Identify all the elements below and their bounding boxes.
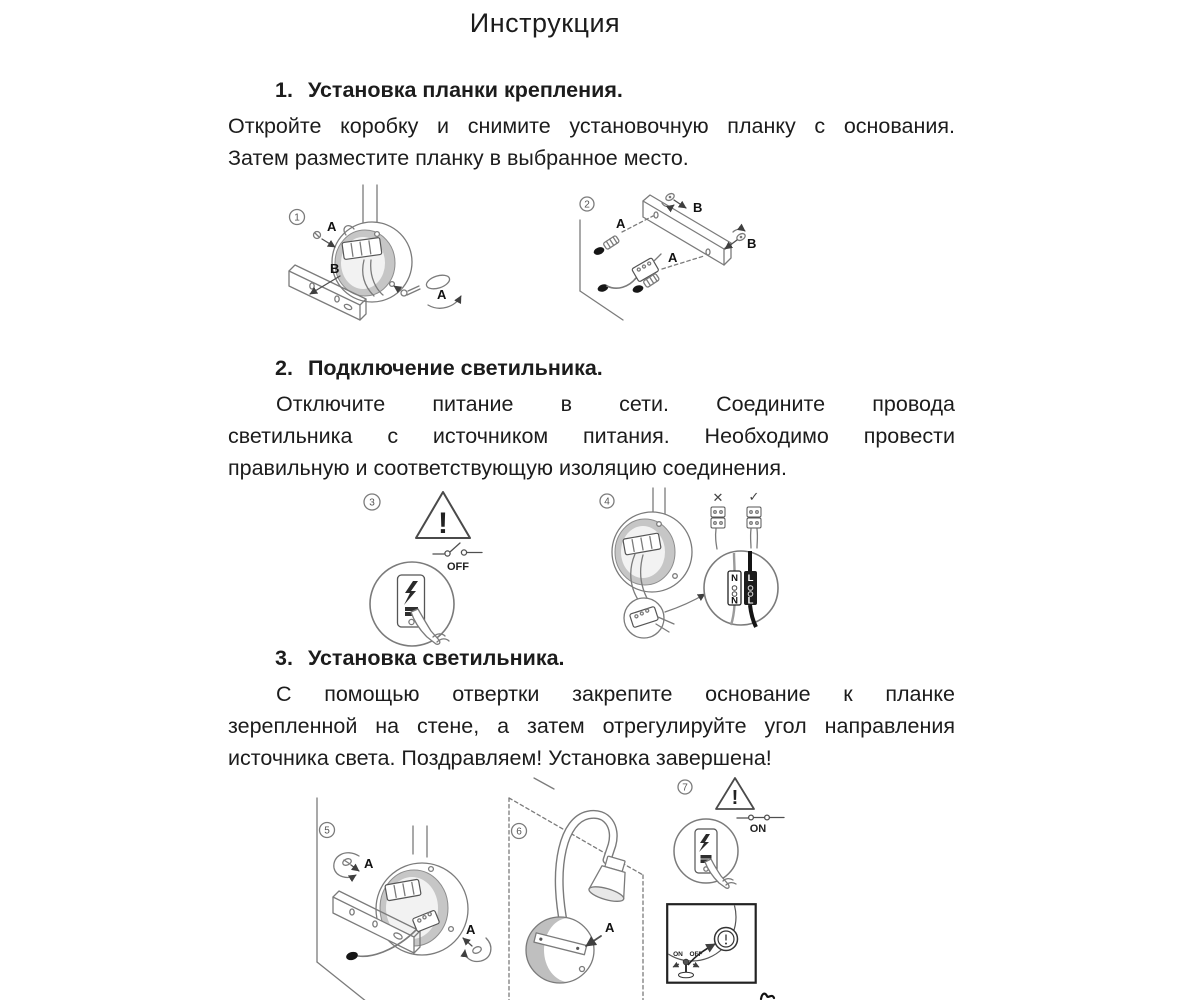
section-title: Установка планки крепления. (307, 78, 623, 102)
lamp-base-front (526, 917, 594, 983)
figure-number-badge (364, 494, 380, 510)
lamp-base-illustration (332, 185, 412, 302)
section-1-paragraph (228, 110, 955, 174)
section-2-paragraph (228, 388, 955, 484)
off-label: OFF (689, 951, 703, 958)
on-label: ON (673, 951, 683, 958)
figure-number-badge (678, 780, 692, 794)
figure-2-fix-bracket-diagram (573, 190, 758, 327)
terminal-closeup-magnified (704, 551, 778, 627)
figure-4-wiring-diagram (595, 485, 785, 647)
light-switch-closeup (674, 819, 738, 888)
lamp-base-illustration (612, 488, 692, 605)
label-b: B (693, 200, 703, 215)
section-title: Установка светильника. (307, 646, 565, 670)
light-switch-closeup (370, 562, 454, 646)
figure-1-remove-plate-diagram (280, 183, 470, 330)
label-a: A (668, 250, 678, 265)
paragraph-line: С помощью отвертки закрепите основание к планке (276, 682, 955, 706)
exclamation-mark: ! (438, 507, 448, 540)
label-a: A (437, 287, 447, 302)
switch-state-label: ON (749, 823, 767, 835)
section-2-heading (275, 356, 603, 381)
figure-5-attach-base-diagram (300, 778, 500, 1000)
page-bottom-cropped-mark (760, 991, 776, 1000)
step-number: 2 (584, 199, 590, 211)
section-number: 3. (275, 646, 293, 670)
screw-a-left-icon (334, 853, 374, 878)
paragraph-line: Отключите питание в сети. Соедините провода (276, 392, 955, 416)
step-number: 5 (324, 825, 330, 837)
power-cable-connector (597, 254, 661, 293)
detail-box-border (667, 904, 756, 983)
lamp-head (588, 854, 634, 905)
figure-3-power-off-diagram (350, 485, 502, 647)
screw-b1-icon (662, 192, 702, 215)
screw-a-icon (314, 219, 338, 247)
label-a: A (364, 856, 374, 871)
switch-closed-symbol (737, 815, 784, 835)
terminal-n-label: N (731, 595, 738, 607)
screw-b2-icon (725, 229, 756, 251)
mounting-bracket-illustration (643, 195, 731, 265)
check-mark: ✓ (748, 489, 760, 504)
push-button-icon (715, 928, 738, 951)
section-number: 2. (275, 356, 293, 380)
figure-number-badge (290, 210, 305, 225)
terminal-l-label: L (747, 595, 754, 607)
section-1-heading (275, 78, 623, 103)
label-b: B (747, 236, 757, 251)
paragraph-line: светильника с источником питания. Необходимо провести (228, 424, 955, 448)
warning-triangle-icon (716, 778, 754, 809)
wall-corner-lines (580, 220, 623, 320)
label-a: A (605, 920, 615, 935)
figure-number-badge (512, 824, 527, 839)
direction-label-a (586, 920, 615, 946)
section-3-heading (275, 646, 565, 671)
figure-number-badge (320, 823, 335, 838)
switch-open-symbol (433, 543, 482, 573)
figure-8-button-detail-box (666, 903, 758, 985)
magnify-arrow (665, 594, 705, 612)
wall-anchor-a1-icon (593, 216, 653, 256)
step-number: 4 (604, 496, 610, 508)
screw-a-right-icon (463, 922, 491, 961)
comparison-correct-connector (747, 489, 761, 548)
label-a: A (327, 219, 337, 234)
paragraph-line: правильную и соответствующую изоляцию соединения. (228, 456, 787, 480)
terminal-n-label: N (731, 573, 738, 584)
step-number: 6 (516, 826, 522, 838)
page-title: Инструкция (469, 8, 621, 38)
section-3-paragraph (228, 678, 955, 774)
paragraph-line: Затем разместите планку в выбранное место. (228, 146, 689, 170)
figure-number-badge (580, 197, 594, 211)
paragraph-line: зерепленной на стене, а затем отрегулируйте угол направления (228, 714, 955, 738)
step-number: 7 (682, 782, 688, 794)
paragraph-line: источника света. Поздравляем! Установка завершена! (228, 746, 772, 770)
warning-triangle-icon (416, 492, 470, 540)
figure-number-badge (600, 494, 614, 508)
switch-state-label: OFF (447, 561, 469, 573)
paragraph-line: Откройте коробку и снимите установочную планку с основания. (228, 114, 955, 138)
figure-7-power-on-diagram (660, 775, 835, 890)
label-a: A (466, 922, 476, 937)
connector-closeup-small (624, 598, 674, 638)
label-b: B (330, 261, 340, 276)
label-a: A (616, 216, 626, 231)
section-title: Подключение светильника. (307, 356, 603, 380)
exclamation-mark: ! (731, 787, 739, 809)
step-number: 1 (294, 212, 300, 224)
terminal-l-label: L (747, 573, 754, 584)
step-number: 3 (369, 497, 375, 509)
comparison-wrong-connector (711, 490, 725, 549)
wrong-mark: ✕ (712, 490, 724, 505)
figure-6-assembled-lamp-diagram (490, 778, 672, 1000)
section-number: 1. (275, 78, 293, 102)
